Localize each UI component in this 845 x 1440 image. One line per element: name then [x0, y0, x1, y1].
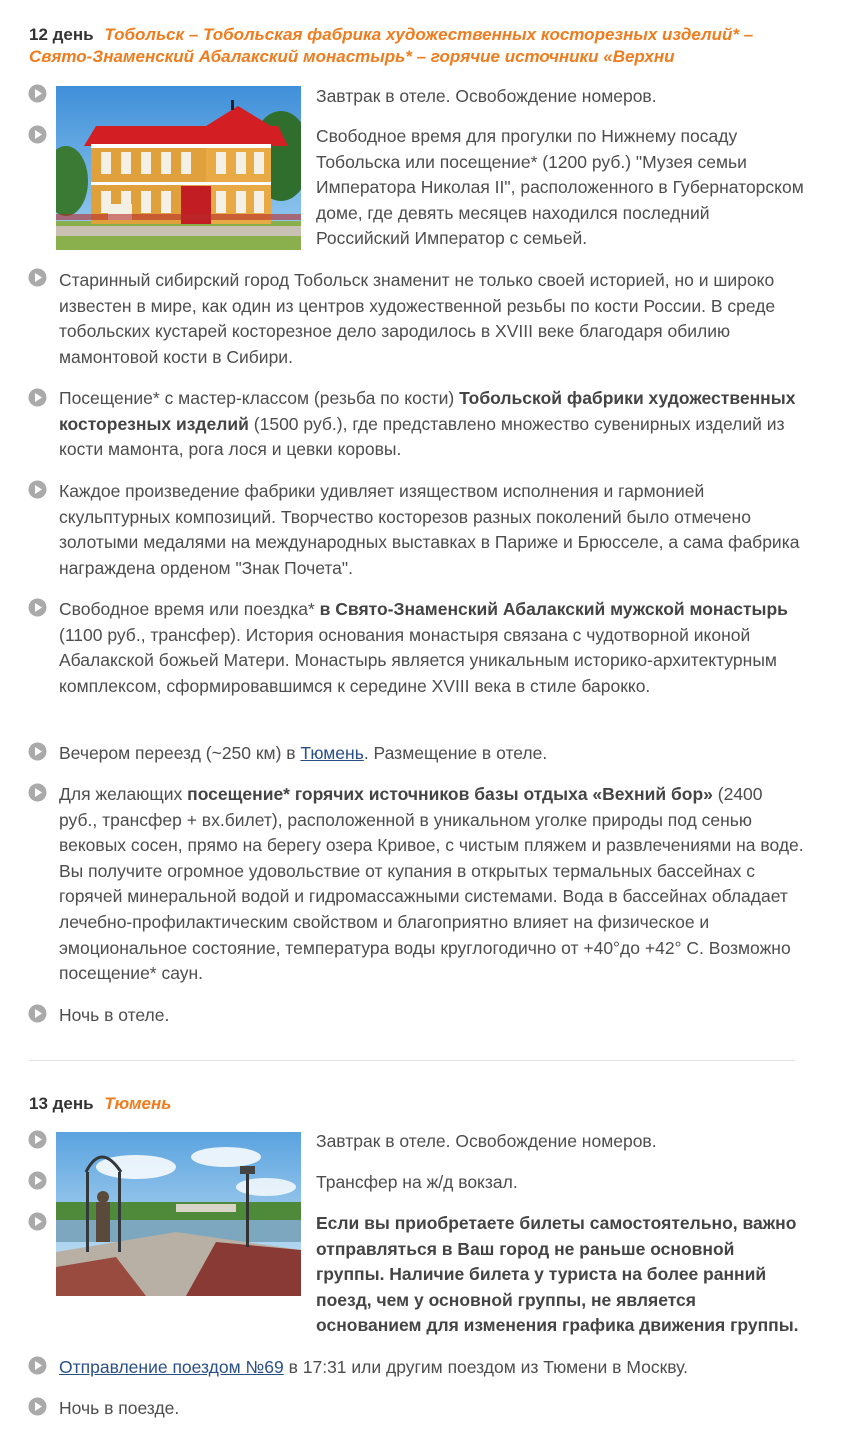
bullet-icon	[28, 1356, 47, 1375]
schedule-item-warning	[316, 1211, 806, 1339]
bullet-icon	[28, 1397, 47, 1416]
day-12-header	[29, 24, 753, 68]
schedule-item: Завтрак в отеле. Освобождение номеров.	[316, 86, 657, 106]
ticket-warning-text: Если вы приобретаете билеты самостоятельно, важно отправляться в Ваш город не раньше основной группы. Наличие билета у туриста на более ранний поезд, чем у основной группы, не является основанием для изменения графика движения группы.	[316, 1213, 799, 1336]
schedule-item: Ночь в поезде.	[59, 1398, 180, 1418]
tobolsk-museum-photo	[56, 86, 301, 250]
schedule-item: Для желающих посещение* горячих источников базы отдыха «Вехний бор» (2400 руб., трансфер + вх.билет), расположенной в уникальном уголке природы под сенью вековых сосен, прямо на берегу озера Кривое, с чистым пляжем и развлечениями на воде. Вы получите огромное удовольствие от купания в открытых термальных бассейнах с горячей минеральной водой и гидромассажными системами. Вода в бассейнах обладает лечебно-профилактическим свойством и благоприятно влияет на физическое и эмоциональное состояние, температура воды круглогодично от +40°до +42° С. Возможно посещение* саун.	[59, 784, 804, 984]
bullet-icon	[28, 480, 47, 499]
bullet-icon	[28, 268, 47, 287]
day-number: 12 день	[29, 25, 94, 44]
fabric-name: Тобольской фабрики художественных косторезных изделий	[59, 388, 796, 434]
bullet-icon	[28, 125, 47, 144]
monastery-name: в Свято-Знаменский Абалакский мужской монастырь	[319, 599, 788, 619]
schedule-item: Трансфер на ж/д вокзал.	[316, 1172, 518, 1192]
train-69-link[interactable]: Отправление поездом №69	[59, 1357, 284, 1377]
bullet-icon	[28, 84, 47, 103]
day-13-header	[29, 1093, 171, 1115]
day-number: 13 день	[29, 1094, 94, 1113]
bullet-icon	[28, 1130, 47, 1149]
schedule-item: Завтрак в отеле. Освобождение номеров.	[316, 1131, 657, 1151]
schedule-item: Каждое произведение фабрики удивляет изяществом исполнения и гармонией скульптурных композиций. Творчество косторезов разных поколений было отмечено золотыми медалями на международных выставках в Париже и Брюсселе, а сама фабрика награждена орденом "Знак Почета".	[59, 481, 800, 578]
day-divider	[29, 1060, 795, 1061]
bullet-icon	[28, 742, 47, 761]
bullet-icon	[28, 783, 47, 802]
schedule-item: Вечером переезд (~250 км) в Тюмень. Размещение в отеле.	[59, 743, 548, 763]
schedule-item: Ночь в отеле.	[59, 1005, 170, 1025]
bullet-icon	[28, 598, 47, 617]
schedule-item: Свободное время или поездка* в Свято-Знаменский Абалакский мужской монастырь (1100 руб., трансфер). История основания монастыря связана с чудотворной иконой Абалакской божьей Матери. Монастырь является уникальным историко-архитектурным комплексом, сформировавшимся к середине XVIII века в стиле барокко.	[59, 599, 788, 696]
tyumen-embankment-photo	[56, 1132, 301, 1296]
bullet-icon	[28, 1212, 47, 1231]
ticket-warning	[316, 1211, 806, 1339]
bullet-icon	[28, 1171, 47, 1190]
schedule-item: Старинный сибирский город Тобольск знаменит не только своей историей, но и широко известен в мире, как один из центров художественной резьбы по кости России. В среде тобольских кустарей косторезное дело зародилось в XVIII веке благодаря обилию мамонтовой кости в Сибири.	[59, 270, 776, 367]
schedule-item: Отправление поездом №69 в 17:31 или другим поездом из Тюмени в Москву.	[59, 1357, 689, 1377]
day-title-continued: Свято-Знаменский Абалакский монастырь* – горячие источники «Верхни	[29, 47, 675, 66]
schedule-item: Свободное время для прогулки по Нижнему посаду Тобольска или посещение* (1200 руб.) "Музея семьи Императора Николая II", расположенного в Губернаторском доме, где девять месяцев находился последний Российский Император с семьей.	[316, 126, 804, 249]
day-title: Тобольск – Тобольская фабрика художественных косторезных изделий* –	[104, 25, 754, 44]
hot-springs-name: посещение* горячих источников базы отдыха «Вехний бор»	[187, 784, 713, 804]
day-title: Тюмень	[104, 1094, 172, 1113]
tyumen-link[interactable]: Тюмень	[300, 743, 364, 763]
bullet-icon	[28, 1004, 47, 1023]
bullet-icon	[28, 388, 47, 407]
schedule-item: Посещение* с мастер-классом (резьба по кости) Тобольской фабрики художественных косторезных изделий (1500 руб.), где представлено множество сувенирных изделий из кости мамонта, рога лося и цевки коровы.	[59, 388, 796, 460]
